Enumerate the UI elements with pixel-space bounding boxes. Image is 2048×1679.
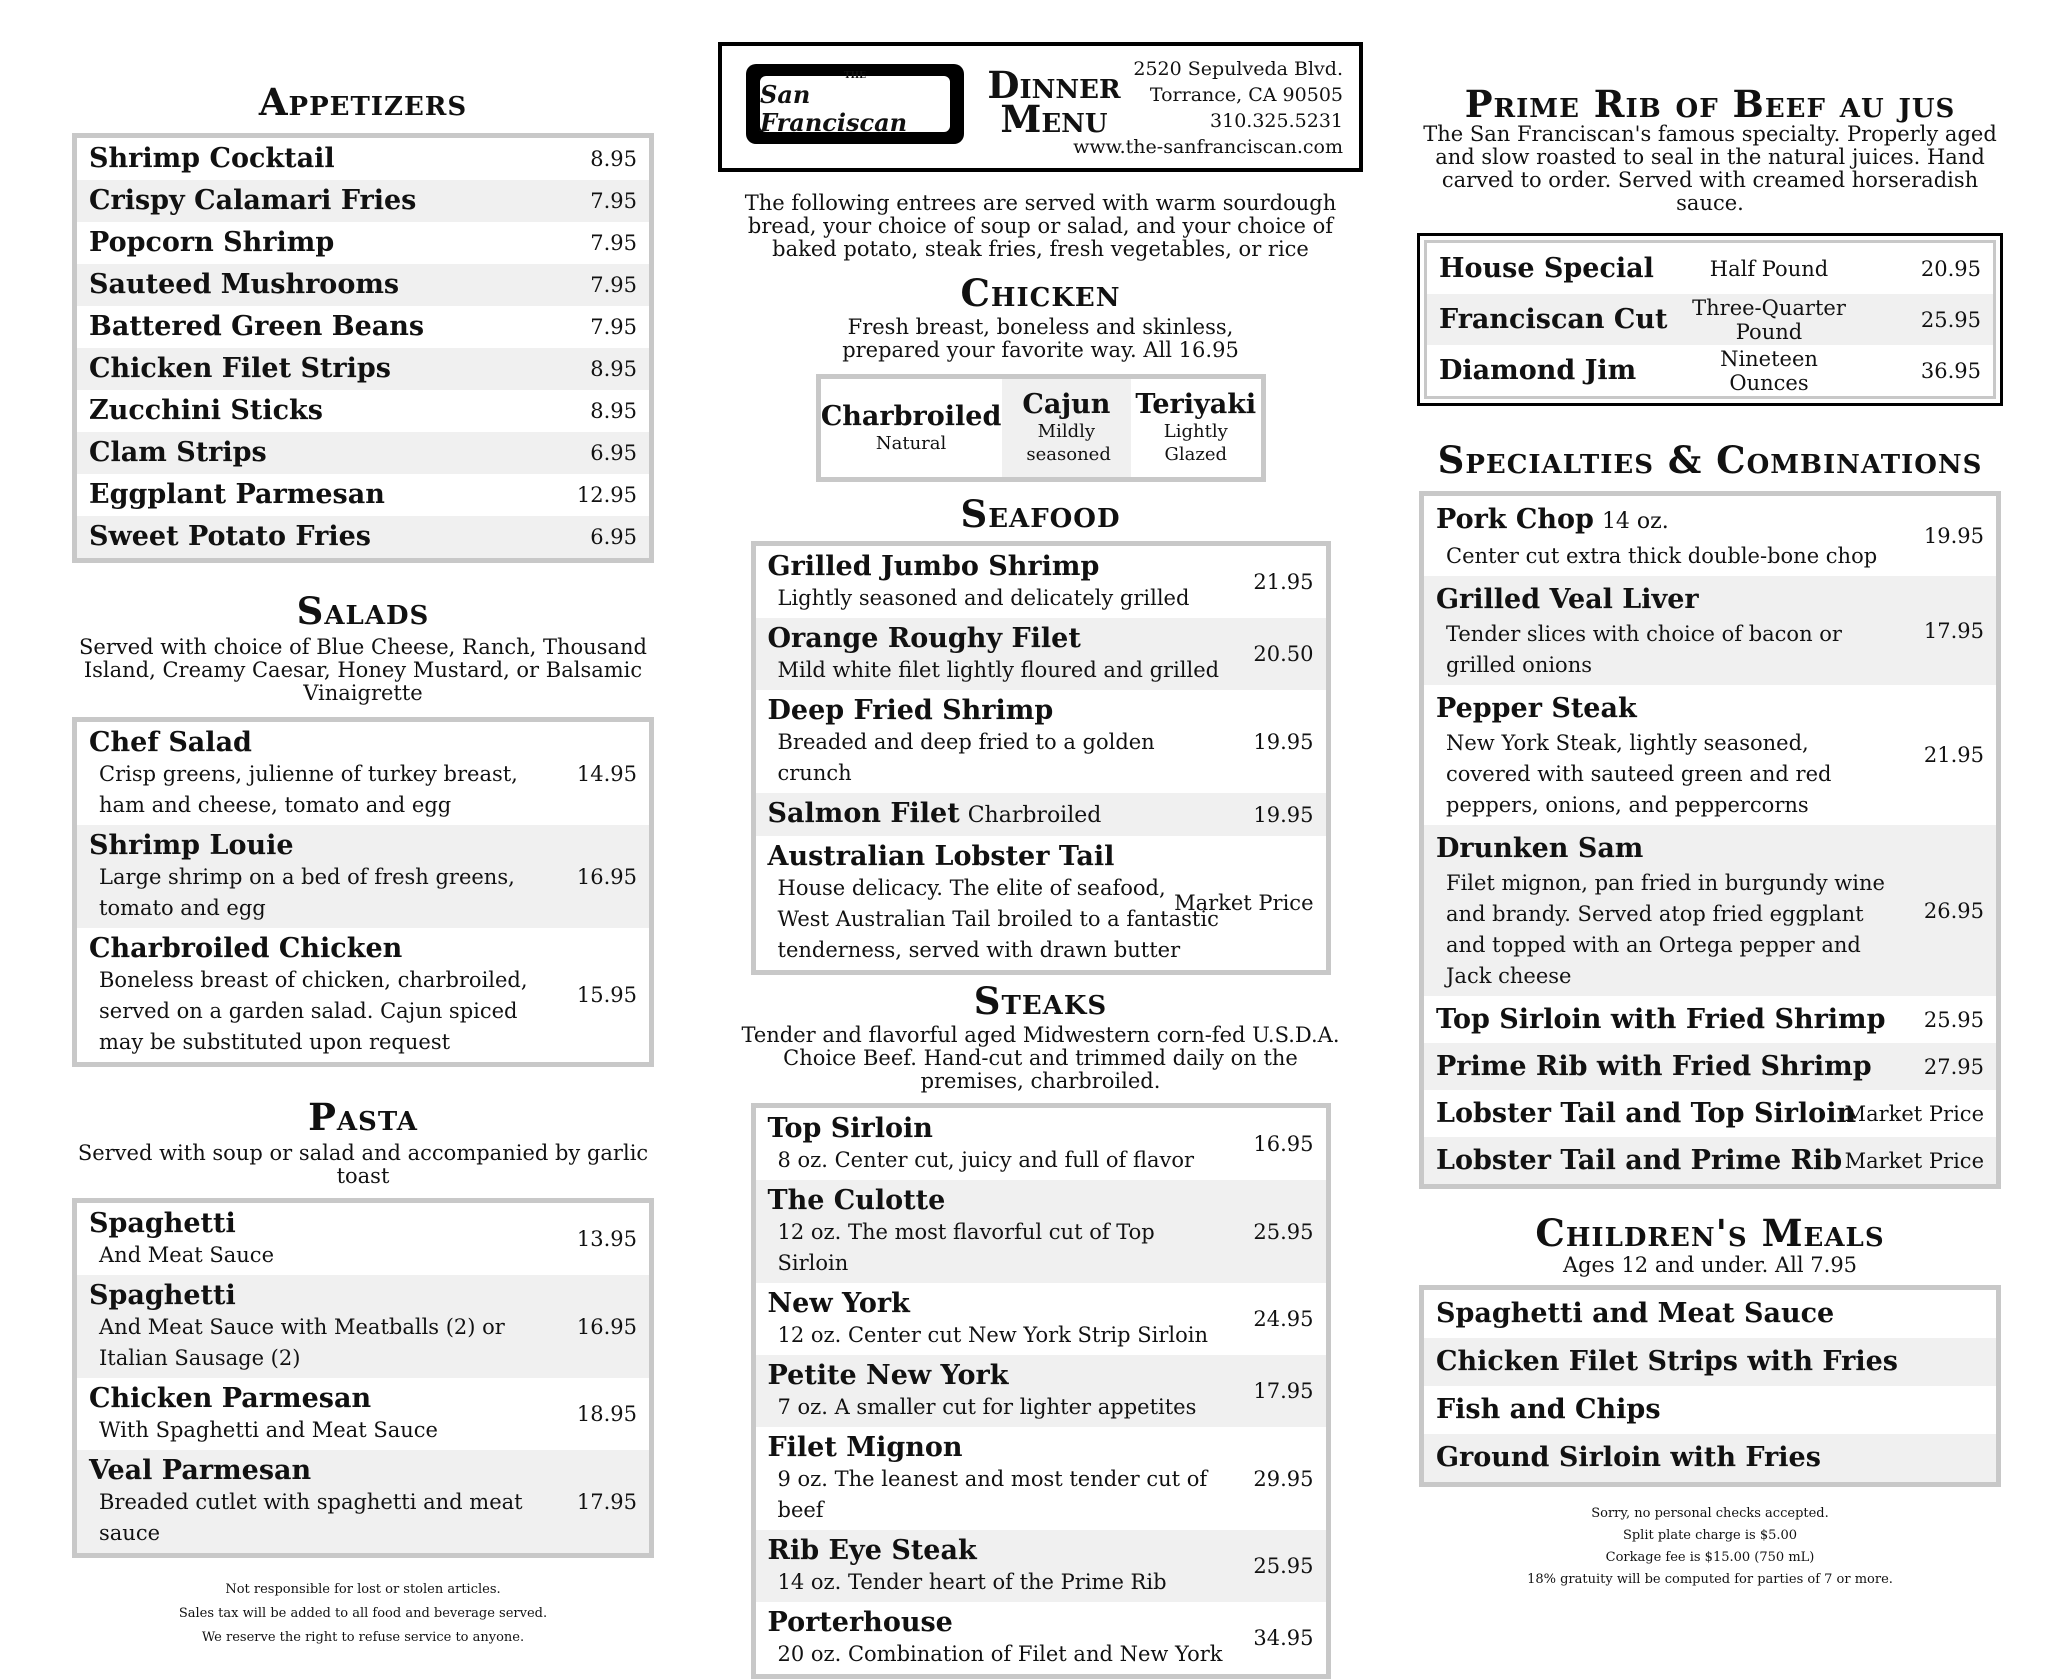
title-line: Dinner bbox=[987, 63, 1121, 107]
menu-item bbox=[77, 1450, 649, 1553]
middle-column bbox=[718, 0, 1363, 1679]
chicken-option bbox=[1131, 379, 1260, 477]
item-description: Breaded cutlet with spaghetti and meat sauce bbox=[99, 1490, 523, 1545]
item-name-text: Sweet Potato Fries bbox=[89, 521, 371, 552]
item-price: 19.95 bbox=[1923, 524, 1984, 548]
item-name bbox=[768, 694, 1314, 727]
item-name bbox=[768, 1606, 1314, 1639]
chicken-subtitle: Fresh breast, boneless and skinless, prepared your favorite way. All 16.95 bbox=[842, 315, 1239, 362]
appetizers-title: Appetizers bbox=[258, 80, 468, 124]
item-name bbox=[768, 797, 1314, 832]
item-price: 29.95 bbox=[1253, 1466, 1314, 1491]
chicken-option-desc: Lightly Glazed bbox=[1163, 421, 1228, 465]
item-price: 17.95 bbox=[1923, 618, 1984, 643]
item-price: 17.95 bbox=[576, 1489, 637, 1514]
footer-right bbox=[1410, 1503, 2010, 1591]
item-price: 18.95 bbox=[576, 1402, 637, 1426]
item-price: Market Price bbox=[1844, 1148, 1984, 1173]
item-description: And Meat Sauce with Meatballs (2) or Italian Sausage (2) bbox=[99, 1315, 505, 1370]
menu-item bbox=[1427, 243, 1993, 294]
item-size: Nineteen Ounces bbox=[1720, 346, 1818, 395]
chicken-option-name: Cajun bbox=[1022, 389, 1111, 420]
phone: 310.325.5231 bbox=[1210, 110, 1343, 132]
item-description: Boneless breast of chicken, charbroiled, served on a garden salad. Cajun spiced may be substituted upon request bbox=[99, 968, 528, 1054]
item-description: Center cut extra thick double-bone chop bbox=[1446, 544, 1878, 568]
item-name bbox=[89, 1279, 637, 1312]
item-name bbox=[1436, 1000, 1984, 1039]
menu-item bbox=[1424, 496, 1996, 576]
item-name-text: Clam Strips bbox=[89, 437, 267, 468]
footer-note: We reserve the right to refuse service to anyone. bbox=[201, 1630, 525, 1645]
item-description: House delicacy. The elite of seafood, West Australian Tail broiled to a fantastic tenderness, served with drawn butter bbox=[777, 876, 1219, 962]
item-name bbox=[768, 1431, 1314, 1464]
menu-item bbox=[77, 825, 649, 928]
item-name bbox=[768, 550, 1314, 583]
menu-item bbox=[1424, 576, 1996, 685]
item-price: Market Price bbox=[1844, 1101, 1984, 1126]
menu-item bbox=[77, 348, 649, 390]
menu-item bbox=[1427, 294, 1993, 345]
item-name-text: Crispy Calamari Fries bbox=[89, 185, 417, 216]
menu-item bbox=[756, 690, 1326, 793]
pasta-title: Pasta bbox=[308, 1095, 418, 1139]
childrens-title: Children's Meals bbox=[1535, 1211, 1885, 1255]
item-name bbox=[89, 182, 637, 220]
item-name bbox=[1436, 1047, 1984, 1086]
item-name-text: Chicken Parmesan bbox=[89, 1383, 372, 1414]
salads-box bbox=[72, 717, 654, 1067]
item-price: 25.95 bbox=[1253, 1219, 1314, 1244]
item-name-text: Prime Rib with Fried Shrimp bbox=[1436, 1051, 1872, 1082]
item-name-text: Porterhouse bbox=[767, 1607, 953, 1638]
menu-item bbox=[756, 1602, 1326, 1674]
item-price: 16.95 bbox=[576, 864, 637, 889]
item-name-text: Rib Eye Steak bbox=[767, 1535, 977, 1566]
item-name-text: Shrimp Louie bbox=[89, 830, 294, 861]
item-description: 12 oz. Center cut New York Strip Sirloin bbox=[777, 1323, 1208, 1347]
footer-note: Split plate charge is $5.00 bbox=[1622, 1528, 1798, 1543]
item-name-text: Filet Mignon bbox=[767, 1432, 963, 1463]
menu-item bbox=[77, 432, 649, 474]
item-size: Half Pound bbox=[1709, 256, 1829, 281]
item-price: 12.95 bbox=[576, 483, 637, 507]
menu-item bbox=[756, 793, 1326, 836]
item-price: 8.95 bbox=[590, 147, 637, 171]
item-description: And Meat Sauce bbox=[99, 1243, 274, 1267]
item-name bbox=[768, 1534, 1314, 1567]
footer-left bbox=[72, 1578, 654, 1650]
menu-item bbox=[77, 722, 649, 825]
menu-item bbox=[1424, 685, 1996, 825]
item-name-text: Spaghetti bbox=[89, 1208, 236, 1239]
item-name bbox=[768, 622, 1314, 655]
entrees-note: The following entrees are served with warm sourdough bread, your choice of soup or salad, and your choice of baked potato, steak fries, fresh vegetables, or rice bbox=[744, 191, 1337, 261]
menu-item bbox=[1424, 1386, 1996, 1434]
item-name-text: Lobster Tail and Prime Rib bbox=[1436, 1145, 1843, 1176]
item-name bbox=[1436, 580, 1984, 619]
item-description: Breaded and deep fried to a golden crunch bbox=[777, 730, 1155, 785]
childrens-box bbox=[1419, 1285, 2001, 1487]
footer-note: Not responsible for lost or stolen articles. bbox=[225, 1582, 501, 1597]
item-price: 7.95 bbox=[590, 231, 637, 255]
menu-item bbox=[77, 180, 649, 222]
seafood-title: Seafood bbox=[960, 492, 1121, 536]
menu-item bbox=[1424, 996, 1996, 1043]
item-name bbox=[89, 350, 637, 388]
item-inline-note: Charbroiled bbox=[967, 803, 1102, 828]
menu-item bbox=[77, 474, 649, 516]
item-name bbox=[89, 1454, 637, 1487]
item-name: Ground Sirloin with Fries bbox=[1436, 1442, 1821, 1473]
item-price: 14.95 bbox=[576, 761, 637, 786]
item-price: 6.95 bbox=[590, 441, 637, 465]
item-price: Market Price bbox=[1174, 891, 1314, 915]
item-price: 8.95 bbox=[590, 357, 637, 381]
salads-title: Salads bbox=[296, 589, 430, 633]
item-description: Filet mignon, pan fried in burgundy wine and brandy. Served atop fried eggplant and topped with an Ortega pepper and Jack cheese bbox=[1446, 871, 1885, 988]
item-name: Chicken Filet Strips with Fries bbox=[1436, 1346, 1898, 1377]
item-name-text: Franciscan Cut bbox=[1439, 304, 1668, 335]
prime-rib-subtitle: The San Franciscan's famous specialty. Properly aged and slow roasted to seal in the natural juices. Hand carved to order. Served with creamed horseradish sauce. bbox=[1423, 122, 1997, 215]
item-size: Three-Quarter Pound bbox=[1692, 295, 1846, 344]
footer-note: Sorry, no personal checks accepted. bbox=[1591, 1506, 1829, 1521]
footer-note: 18% gratuity will be computed for parties of 7 or more. bbox=[1527, 1572, 1893, 1587]
item-name-text: Veal Parmesan bbox=[89, 1455, 312, 1486]
menu-item bbox=[756, 836, 1326, 970]
item-name bbox=[89, 518, 637, 556]
menu-item bbox=[756, 1355, 1326, 1427]
specialties-title: Specialties & Combinations bbox=[1437, 438, 1983, 482]
item-name-text: Shrimp Cocktail bbox=[89, 143, 335, 174]
menu-item bbox=[77, 138, 649, 180]
logo-small-text: THE bbox=[843, 71, 867, 81]
item-name bbox=[1436, 829, 1984, 868]
item-price: 25.95 bbox=[1920, 307, 1981, 332]
menu-item bbox=[756, 1530, 1326, 1602]
item-description: 20 oz. Combination of Filet and New York bbox=[777, 1642, 1223, 1666]
item-name-text: House Special bbox=[1439, 253, 1654, 284]
item-name-text: Drunken Sam bbox=[1436, 833, 1644, 864]
chicken-options-box bbox=[816, 374, 1266, 482]
item-price: 26.95 bbox=[1923, 898, 1984, 923]
item-price: 15.95 bbox=[576, 983, 637, 1007]
item-name-text: Top Sirloin bbox=[767, 1113, 933, 1144]
item-name-text: Petite New York bbox=[767, 1360, 1009, 1391]
item-price: 19.95 bbox=[1253, 729, 1314, 754]
item-name-text: Battered Green Beans bbox=[89, 311, 425, 342]
item-description: 7 oz. A smaller cut for lighter appetites bbox=[777, 1395, 1197, 1419]
item-name-text: Orange Roughy Filet bbox=[767, 623, 1081, 654]
menu-item bbox=[756, 1108, 1326, 1180]
item-name-text: Grilled Jumbo Shrimp bbox=[767, 551, 1100, 582]
seafood-box bbox=[751, 541, 1331, 975]
item-description: 8 oz. Center cut, juicy and full of flavor bbox=[777, 1148, 1195, 1172]
menu-item bbox=[1424, 1043, 1996, 1090]
item-name bbox=[768, 1184, 1314, 1217]
salads-subtitle: Served with choice of Blue Cheese, Ranch, Thousand Island, Creamy Caesar, Honey Mustard, or Balsamic Vinaigrette bbox=[79, 635, 647, 705]
item-name bbox=[89, 140, 637, 178]
menu-item bbox=[1424, 1434, 1996, 1482]
address-block bbox=[1073, 56, 1343, 160]
item-name bbox=[89, 266, 637, 304]
chicken-option-desc: Mildly seasoned bbox=[1026, 421, 1111, 465]
menu-item bbox=[1424, 1290, 1996, 1338]
menu-item bbox=[77, 306, 649, 348]
item-price: 21.95 bbox=[1253, 570, 1314, 594]
item-description: 9 oz. The leanest and most tender cut of beef bbox=[777, 1467, 1208, 1522]
item-name-text: Popcorn Shrimp bbox=[89, 227, 335, 258]
header-box bbox=[718, 42, 1363, 172]
menu-item bbox=[1424, 825, 1996, 996]
item-name-text: Chicken Filet Strips bbox=[89, 353, 391, 384]
menu-item bbox=[77, 516, 649, 558]
item-name: Spaghetti and Meat Sauce bbox=[1436, 1298, 1835, 1329]
item-price: 7.95 bbox=[590, 273, 637, 297]
childrens-subtitle: Ages 12 and under. All 7.95 bbox=[1562, 1253, 1858, 1277]
menu-item bbox=[1424, 1338, 1996, 1386]
address-line: 2520 Sepulveda Blvd. bbox=[1133, 58, 1343, 80]
menu-item bbox=[77, 222, 649, 264]
left-column bbox=[72, 0, 654, 1650]
item-description: 14 oz. Tender heart of the Prime Rib bbox=[777, 1570, 1167, 1594]
address-line: Torrance, CA 90505 bbox=[1149, 84, 1343, 106]
menu-item bbox=[77, 1378, 649, 1450]
item-name bbox=[768, 840, 1314, 873]
item-name-text: Pork Chop bbox=[1436, 504, 1594, 535]
item-price: 8.95 bbox=[590, 399, 637, 423]
logo bbox=[746, 64, 964, 144]
item-name bbox=[768, 1287, 1314, 1320]
item-price: 27.95 bbox=[1923, 1054, 1984, 1079]
item-description: Lightly seasoned and delicately grilled bbox=[777, 586, 1190, 610]
title-line: Menu bbox=[1000, 97, 1108, 141]
chicken-option-name: Teriyaki bbox=[1135, 389, 1257, 420]
item-price: 7.95 bbox=[590, 189, 637, 213]
pasta-subtitle: Served with soup or salad and accompanied by garlic toast bbox=[77, 1141, 649, 1188]
item-name-text: Grilled Veal Liver bbox=[1436, 584, 1699, 615]
footer-note: Corkage fee is $15.00 (750 mL) bbox=[1605, 1550, 1815, 1565]
item-price: 24.95 bbox=[1253, 1307, 1314, 1331]
specialties-box bbox=[1419, 491, 2001, 1189]
pasta-box bbox=[72, 1198, 654, 1558]
item-name-text: Charbroiled Chicken bbox=[89, 933, 403, 964]
appetizers-box bbox=[72, 133, 654, 563]
item-price: 6.95 bbox=[590, 525, 637, 549]
item-price: 16.95 bbox=[576, 1314, 637, 1339]
item-name-text: Eggplant Parmesan bbox=[89, 479, 385, 510]
menu-item bbox=[77, 1203, 649, 1275]
item-name-text: Deep Fried Shrimp bbox=[767, 695, 1054, 726]
item-name-text: Salmon Filet bbox=[767, 798, 960, 829]
item-name bbox=[1436, 500, 1984, 541]
item-description: Tender slices with choice of bacon or grilled onions bbox=[1446, 622, 1842, 677]
chicken-option bbox=[821, 379, 1002, 477]
item-name-text: Sauteed Mushrooms bbox=[89, 269, 400, 300]
menu-item bbox=[77, 390, 649, 432]
item-name bbox=[89, 829, 637, 862]
item-description: New York Steak, lightly seasoned, covered with sauteed green and red peppers, onions, and peppercorns bbox=[1446, 731, 1832, 817]
chicken-option-desc: Natural bbox=[875, 432, 947, 454]
item-price: 36.95 bbox=[1920, 358, 1981, 383]
item-price: 16.95 bbox=[1253, 1132, 1314, 1156]
prime-rib-box bbox=[1417, 233, 2003, 406]
item-name-text: Top Sirloin with Fried Shrimp bbox=[1436, 1004, 1886, 1035]
menu-item bbox=[756, 1283, 1326, 1355]
item-price: 20.50 bbox=[1253, 642, 1314, 666]
item-name bbox=[89, 932, 637, 965]
menu-item bbox=[1427, 345, 1993, 396]
item-description: 12 oz. The most flavorful cut of Top Sirloin bbox=[777, 1220, 1155, 1275]
item-name bbox=[89, 224, 637, 262]
item-name-text: Diamond Jim bbox=[1439, 355, 1637, 386]
item-name-text: Zucchini Sticks bbox=[89, 395, 323, 426]
menu-item bbox=[1424, 1090, 1996, 1137]
menu-item bbox=[756, 1427, 1326, 1530]
menu-item bbox=[77, 1275, 649, 1378]
prime-rib-title: Prime Rib of Beef au jus bbox=[1464, 82, 1956, 126]
item-name-text: Lobster Tail and Top Sirloin bbox=[1436, 1098, 1857, 1129]
menu-item bbox=[756, 618, 1326, 690]
item-inline-note: 14 oz. bbox=[1601, 509, 1669, 534]
chicken-option bbox=[1002, 379, 1131, 477]
item-name bbox=[89, 1382, 637, 1415]
menu-item bbox=[77, 264, 649, 306]
item-name-text: Australian Lobster Tail bbox=[767, 841, 1115, 872]
steaks-title: Steaks bbox=[973, 979, 1108, 1023]
item-name bbox=[89, 434, 637, 472]
item-name bbox=[89, 308, 637, 346]
menu-item bbox=[1424, 1137, 1996, 1184]
logo-text: San Franciscan bbox=[760, 80, 908, 137]
item-price: 13.95 bbox=[576, 1227, 637, 1251]
item-description: With Spaghetti and Meat Sauce bbox=[99, 1418, 438, 1442]
item-name bbox=[89, 1207, 637, 1240]
menu-item bbox=[77, 928, 649, 1062]
item-price: 25.95 bbox=[1923, 1007, 1984, 1032]
item-price: 19.95 bbox=[1253, 802, 1314, 827]
item-price: 20.95 bbox=[1920, 256, 1981, 281]
item-price: 17.95 bbox=[1253, 1379, 1314, 1403]
item-name bbox=[89, 476, 637, 514]
item-name bbox=[768, 1359, 1314, 1392]
item-name-text: New York bbox=[767, 1288, 910, 1319]
item-name-text: Pepper Steak bbox=[1436, 693, 1637, 724]
steaks-box bbox=[751, 1103, 1331, 1679]
item-name-text: Spaghetti bbox=[89, 1280, 236, 1311]
item-name bbox=[768, 1112, 1314, 1145]
chicken-option-name: Charbroiled bbox=[820, 400, 1002, 432]
menu-item bbox=[756, 1180, 1326, 1283]
menu-item bbox=[756, 546, 1326, 618]
item-description: Crisp greens, julienne of turkey breast, ham and cheese, tomato and egg bbox=[99, 762, 518, 817]
item-name: Fish and Chips bbox=[1436, 1394, 1661, 1425]
item-name bbox=[89, 392, 637, 430]
item-name bbox=[1436, 689, 1984, 728]
right-column bbox=[1410, 0, 2010, 1591]
item-name bbox=[89, 726, 637, 759]
item-price: 21.95 bbox=[1923, 743, 1984, 767]
item-price: 25.95 bbox=[1253, 1554, 1314, 1578]
item-name-text: Chef Salad bbox=[89, 727, 252, 758]
item-price: 7.95 bbox=[590, 315, 637, 339]
footer-note: Sales tax will be added to all food and beverage served. bbox=[178, 1606, 548, 1621]
steaks-subtitle: Tender and flavorful aged Midwestern corn-fed U.S.D.A. Choice Beef. Hand-cut and trimmed daily on the premises, charbroiled. bbox=[741, 1023, 1340, 1093]
chicken-title: Chicken bbox=[960, 271, 1121, 315]
item-name-text: The Culotte bbox=[767, 1185, 946, 1216]
item-description: Mild white filet lightly floured and grilled bbox=[777, 658, 1220, 682]
item-price: 34.95 bbox=[1253, 1626, 1314, 1650]
item-description: Large shrimp on a bed of fresh greens, tomato and egg bbox=[99, 865, 515, 920]
website: www.the-sanfranciscan.com bbox=[1073, 136, 1343, 158]
